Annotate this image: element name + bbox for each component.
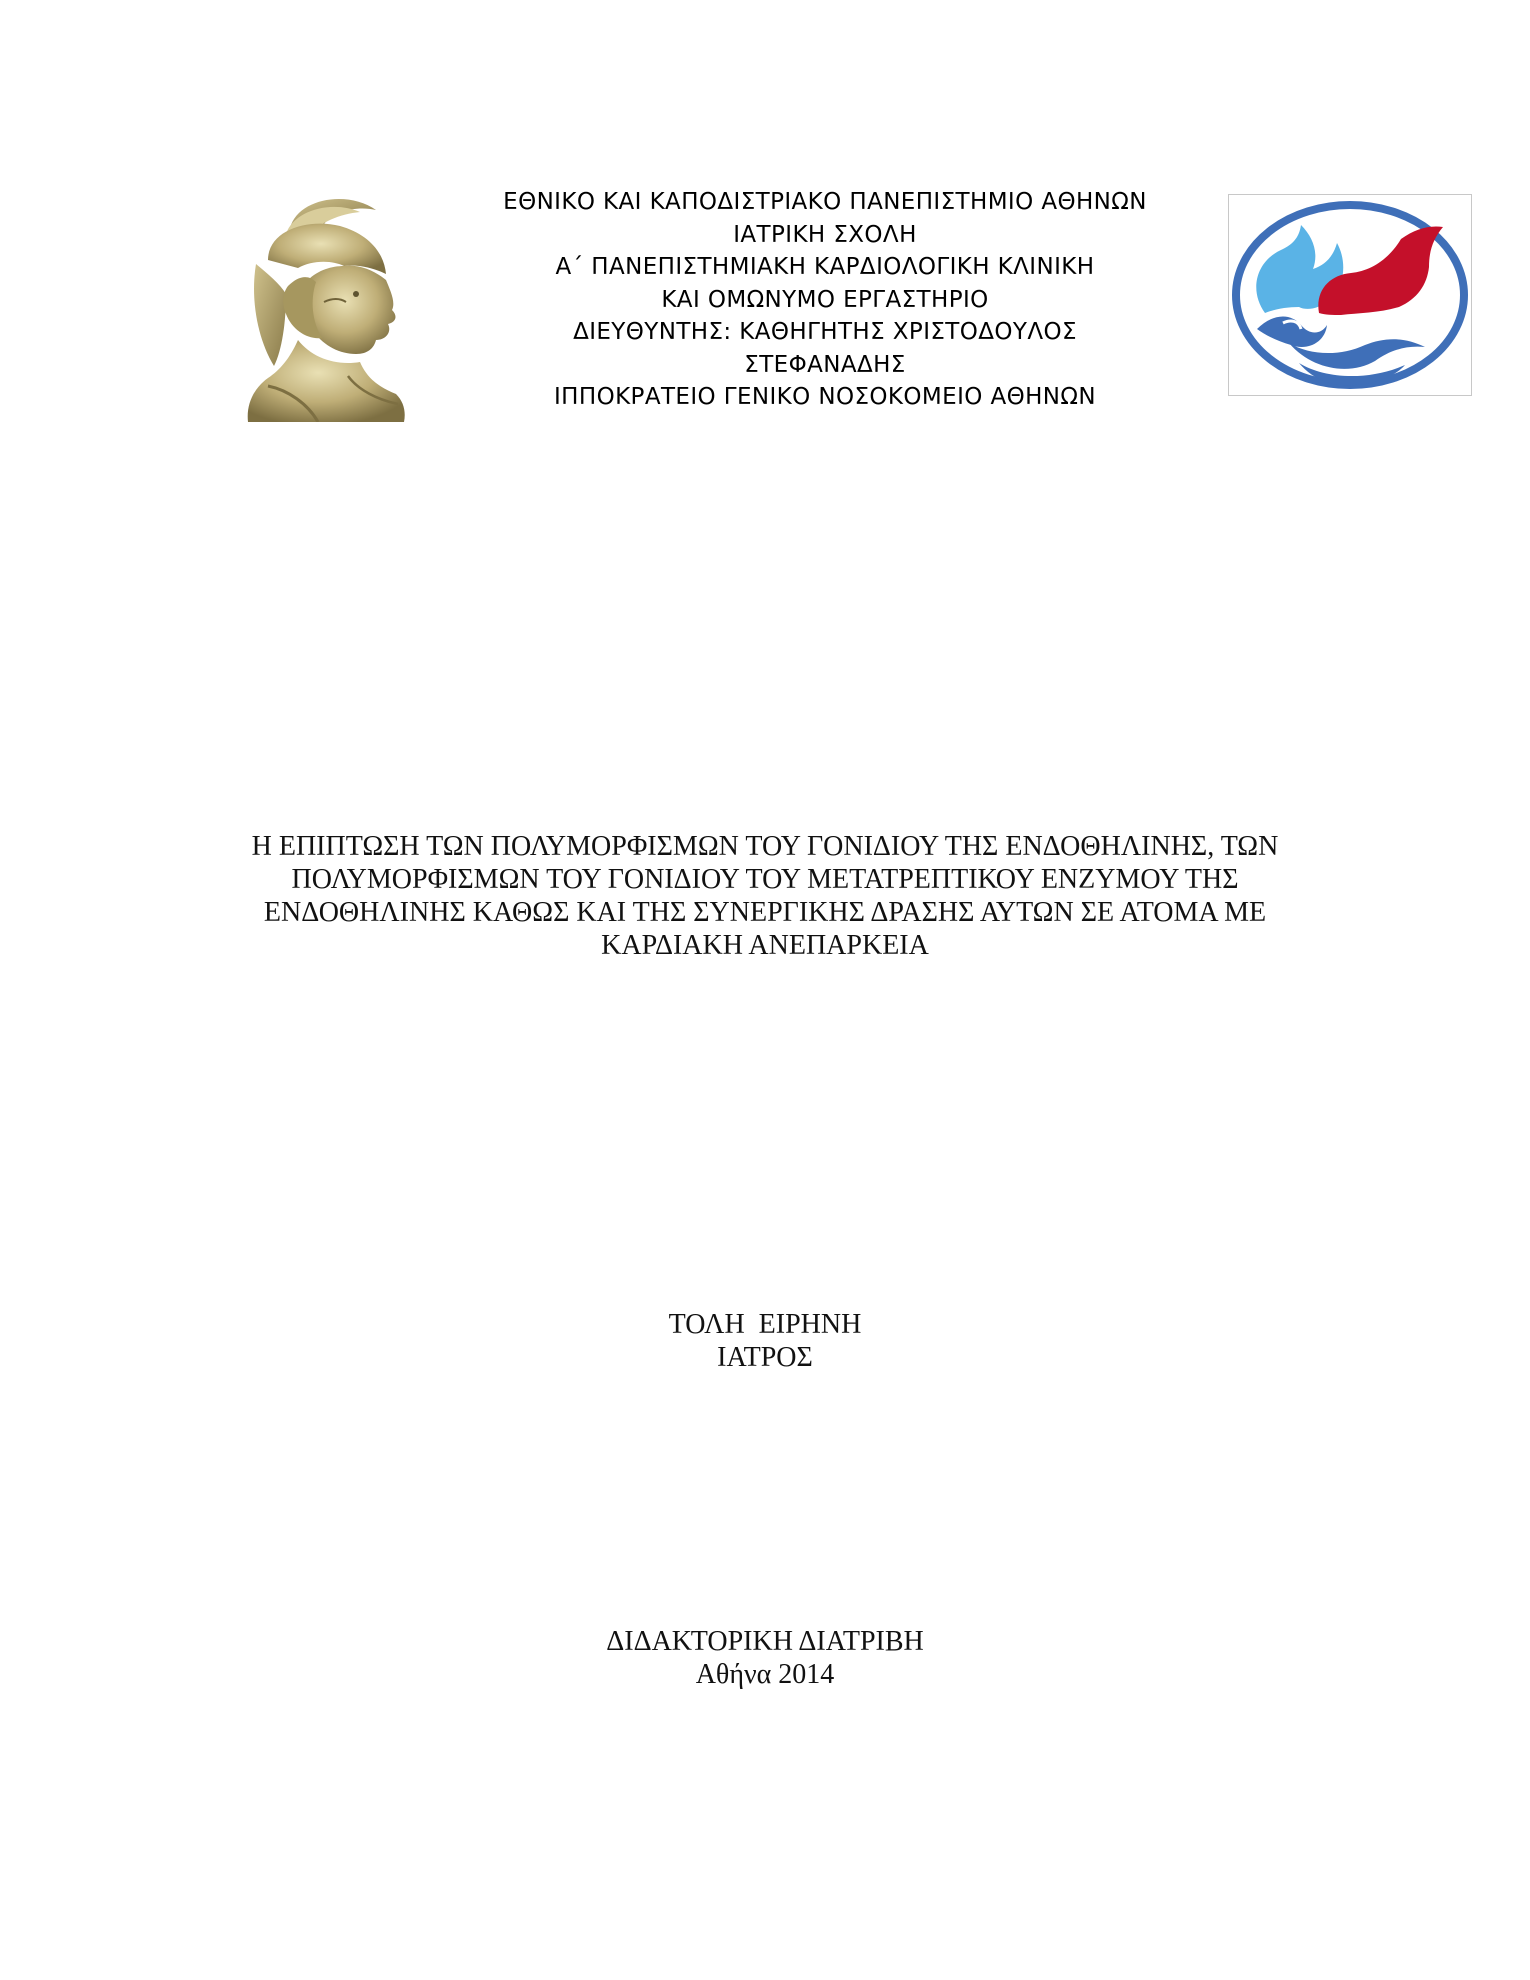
athena-helmet-emblem-icon <box>228 190 428 422</box>
title-line-4: ΚΑΡΔΙΑΚΗ ΑΝΕΠΑΡΚΕΙΑ <box>601 930 929 961</box>
title-line-1: Η ΕΠΙΠΤΩΣΗ ΤΩΝ ΠΟΛΥΜΟΡΦΙΣΜΩΝ ΤΟΥ ΓΟΝΙΔΙΟΥ ΤΗΣ ΕΝΔΟΘΗΛΙΝΗΣ, ΤΩΝ <box>251 831 1279 862</box>
header-line-school: ΙΑΤΡΙΚΗ ΣΧΟΛΗ <box>733 221 917 248</box>
thesis-info <box>180 1625 1350 1691</box>
header-line-director-surname: ΣΤΕΦΑΝΑΔΗΣ <box>744 351 906 378</box>
dissertation-title <box>180 830 1350 962</box>
header-line-hospital: ΙΠΠΟΚΡΑΤΕΙΟ ΓΕΝΙΚΟ ΝΟΣΟΚΟΜΕΙΟ ΑΘΗΝΩΝ <box>554 384 1096 410</box>
flame-waves-emblem-icon <box>1228 194 1472 396</box>
header-line-director: ΔΙΕΥΘΥΝΤΗΣ: ΚΑΘΗΓΗΤΗΣ ΧΡΙΣΤΟΔΟΥΛΟΣ <box>573 319 1077 345</box>
header-line-university: ΕΘΝΙΚΟ ΚΑΙ ΚΑΠΟΔΙΣΤΡΙΑΚΟ ΠΑΝΕΠΙΣΤΗΜΙΟ ΑΘΗΝΩΝ <box>503 189 1147 215</box>
title-line-3: ΕΝΔΟΘΗΛΙΝΗΣ ΚΑΘΩΣ ΚΑΙ ΤΗΣ ΣΥΝΕΡΓΙΚΗΣ ΔΡΑΣΗΣ ΑΥΤΩΝ ΣΕ ΑΤΟΜΑ ΜΕ <box>263 897 1267 928</box>
title-line-2: ΠΟΛΥΜΟΡΦΙΣΜΩΝ ΤΟΥ ΓΟΝΙΔΙΟΥ ΤΟΥ ΜΕΤΑΤΡΕΠΤΙΚΟΥ ΕΝΖΥΜΟΥ ΤΗΣ <box>291 864 1239 895</box>
author-profession: ΙΑΤΡΟΣ <box>717 1342 813 1373</box>
institution-header <box>440 186 1210 414</box>
author-name: ΤΟΛΗ ΕΙΡΗΝΗ <box>668 1309 862 1340</box>
thesis-place-year: Αθήνα 2014 <box>695 1659 835 1690</box>
author-block <box>180 1308 1350 1374</box>
thesis-type: ΔΙΔΑΚΤΟΡΙΚΗ ΔΙΑΤΡΙΒΗ <box>606 1626 924 1657</box>
header-line-clinic: Α΄ ΠΑΝΕΠΙΣΤΗΜΙΑΚΗ ΚΑΡΔΙΟΛΟΓΙΚΗ ΚΛΙΝΙΚΗ <box>555 254 1095 280</box>
header-line-laboratory: ΚΑΙ ΟΜΩΝΥΜΟ ΕΡΓΑΣΤΗΡΙΟ <box>661 286 989 313</box>
